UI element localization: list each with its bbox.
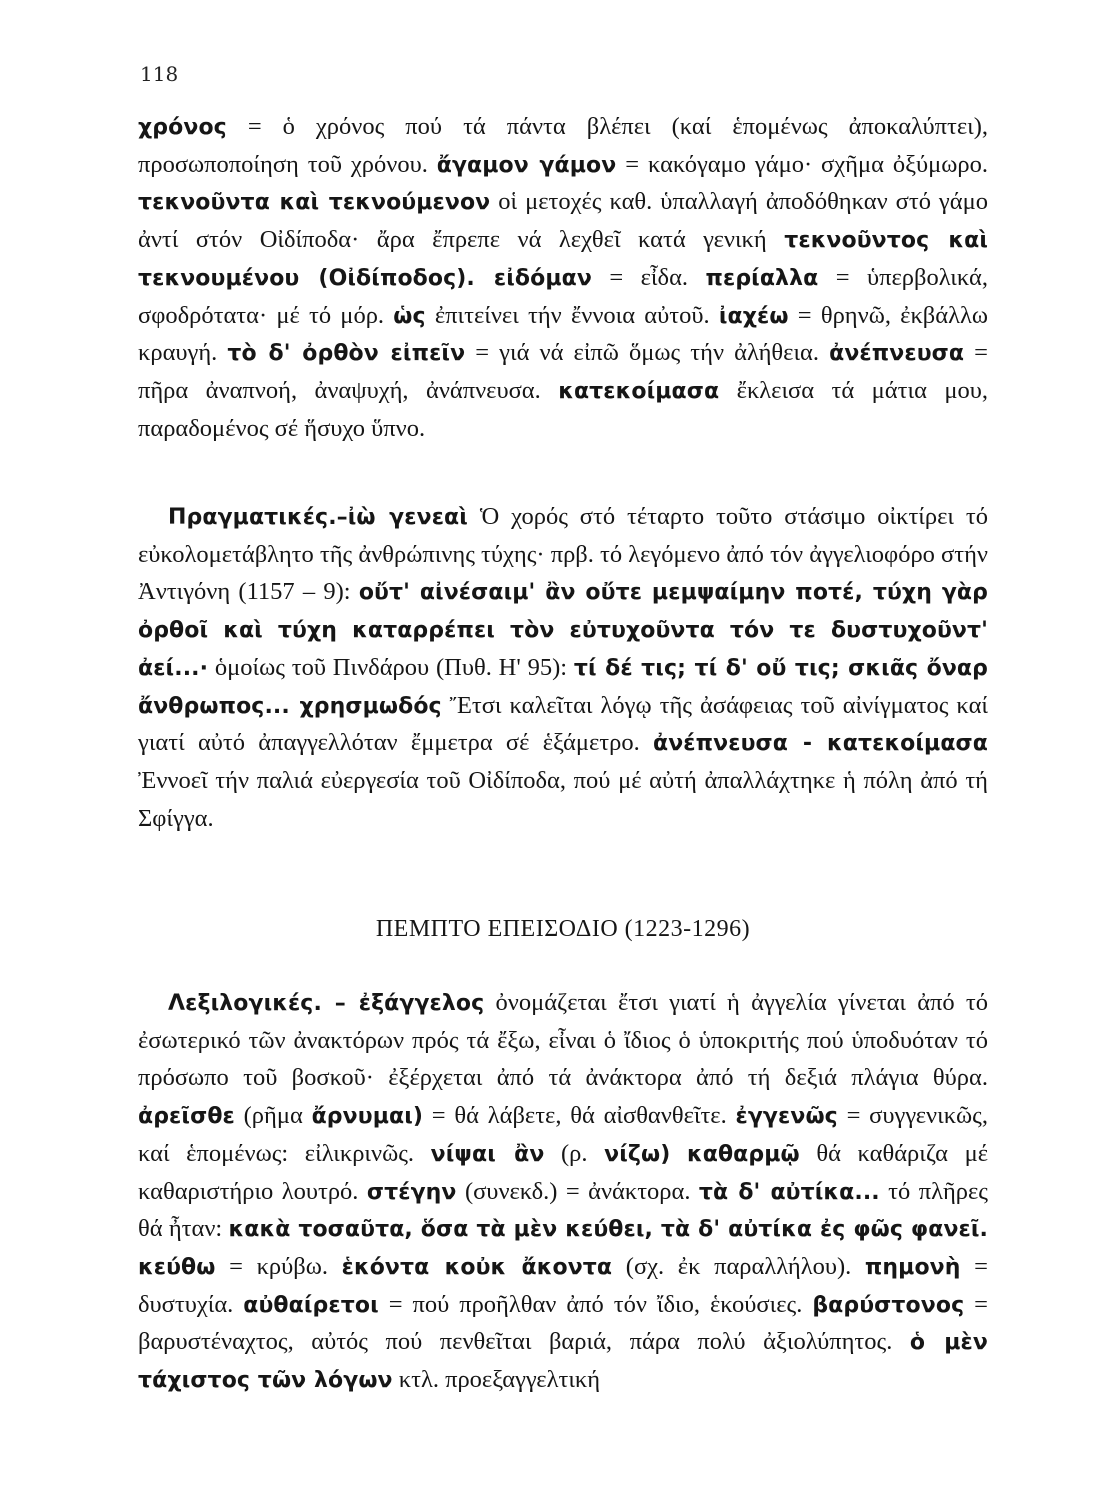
explanation-text: (σχ. ἐκ παραλλήλου). (612, 1253, 865, 1281)
headword: ἄρνυμαι) (311, 1104, 424, 1130)
explanation-text: = πού προῆλθαν ἀπό τόν ἴδιο, ἑκούσιες. (378, 1290, 813, 1318)
explanation-text: Ἐννοεῖ τήν παλιά εὐεργεσία τοῦ Οἰδίποδα, πού μέ αὐτή ἀπαλλάχτηκε ἡ πόλη ἀπό τή Σφίγγα. (138, 767, 988, 832)
headword: ἀνέπνευσα (829, 341, 965, 367)
headword: τεκνοῦντα καὶ τεκνούμενον (138, 190, 491, 216)
explanation-text: = γιά νά εἰπῶ ὅμως τήν ἀλήθεια. (465, 339, 830, 367)
headword: καθαρμῷ (687, 1141, 800, 1167)
headword: χρόνος (138, 115, 227, 140)
page-number: 118 (140, 62, 179, 86)
explanation-text: ὀνομάζεται ἔτσι γιατί ἡ ἀγγελία γίνεται ἀπό τό ἐσωτερικό τῶν ἀνακτόρων πρός τά ἔξω, εἶναι ὁ ἴδιος ὁ ὑποκριτής πού ὑποδυόταν τό πρόσωπο τοῦ βοσκοῦ· ἐξέρχεται ἀπό τά ἀνάκτορα ἀπό τή δεξιά πλάγια θύρα. (138, 989, 988, 1092)
explanation-text: ἔκλεισα τά μάτια μου, παραδομένος σέ ἥσυχο ὕπνο. (138, 377, 988, 442)
vocabulary-paragraph (138, 984, 988, 1399)
headword: ἄγαμον γάμον (436, 152, 617, 178)
explanation-text: = κρύβω. (215, 1253, 342, 1281)
commentary-paragraph (138, 498, 988, 837)
explanation-text: = κακόγαμο γάμο· σχῆμα ὀξύμωρο. (616, 150, 988, 178)
explanation-text: ὁμοίως τοῦ Πινδάρου (Πυθ. Η' 95): (208, 653, 574, 681)
explanation-text: Ὁ χορός στό τέταρτο τοῦτο στάσιμο οἰκτίρει τό εὐκολομετάβλητο τῆς ἀνθρώπινης τύχης· πρβ. τό λεγόμενο ἀπό τόν ἀγγελιοφόρο στήν Ἀντιγόνη (1157 – 9): (138, 503, 988, 606)
headword: Πραγματικές.–ἰὼ γενεαὶ (168, 505, 468, 530)
headword: ἐγγενῶς (735, 1104, 838, 1130)
explanation-text: = ὁ χρόνος πού τά πάντα βλέπει (καί ἑπομένως ἀποκαλύπτει), προσωποποίηση τοῦ χρόνου. (138, 113, 988, 178)
headword: ὡς (393, 303, 426, 329)
headword: αὐθαίρετοι (243, 1292, 379, 1318)
headword: ἀνέπνευσα - κατεκοίμασα (652, 731, 989, 757)
headword: πημονὴ (864, 1255, 961, 1281)
explanation-text: = πῆρα ἀναπνοή, ἀναψυχή, ἀνάπνευσα. (138, 339, 988, 405)
explanation-text: κτλ. προεξαγγελτική (392, 1366, 601, 1394)
headword: τὰ δ' αὐτίκα... (698, 1179, 880, 1205)
explanation-text: = ὑπερβολικά, σφοδρότατα· μέ τό μόρ. (138, 263, 988, 329)
headword: τὸ δ' ὀρθὸν εἰπεῖν (227, 341, 466, 367)
explanation-text: = βαρυστέναχτος, αὐτός πού πενθεῖται βαριά, πάρα πολύ ἀξιολύπητος. (138, 1290, 988, 1356)
headword: νίψαι ἂν (430, 1141, 545, 1167)
headword: ἀρεῖσθε (138, 1104, 235, 1130)
explanation-text: = θά λάβετε, θά αἰσθανθεῖτε. (423, 1102, 736, 1130)
explanation-text (670, 1140, 687, 1167)
headword: νίζω) (604, 1141, 671, 1167)
explanation-text: Ἔτσι καλεῖται λόγῳ τῆς ἀσάφειας τοῦ αἰνίγματος καί γιατί αὐτό ἀπαγγελλόταν ἔμμετρα σέ ἑξάμετρο. (138, 691, 988, 757)
section-title: ΠΕΜΠΤΟ ΕΠΕΙΣΟΔΙΟ (1223-1296) (375, 916, 751, 942)
explanation-text: οἱ μετοχές καθ. ὑπαλλαγή ἀποδόθηκαν στό γάμο ἀντί στόν Οἰδίποδα· ἄρα ἔπρεπε νά λεχθεῖ κατά γενική (138, 188, 988, 254)
headword: ἰαχέω (718, 303, 789, 329)
headword: τεκνοῦντος καὶ τεκνουμένου (Οἰδίποδος). εἰδόμαν (138, 228, 988, 291)
headword: Λεξιλογικές. – ἐξάγγελος (168, 991, 485, 1016)
explanation-text: (ρῆμα (234, 1102, 312, 1130)
headword: ὁ μὲν τάχιστος τῶν λόγων (138, 1330, 988, 1394)
headword: οὔτ' αἰνέσαιμ' ἂν οὔτε μεμψαίμην ποτέ, τύχη γὰρ ὀρθοῖ καὶ τύχη καταρρέπει τὸν εὐτυχοῦντα τόν τε δυστυχοῦντ' ἀεί...· (138, 580, 988, 681)
explanation-text: (ρ. (544, 1139, 605, 1167)
headword: τί δέ τις; τί δ' οὔ τις; σκιᾶς ὄναρ ἄνθρωπος... χρησμωδός (138, 655, 988, 719)
explanation-text: = δυστυχία. (138, 1253, 988, 1318)
explanation-text: θά καθάριζα μέ καθαριστήριο λουτρό. (138, 1139, 988, 1205)
headword: κατεκοίμασα (558, 379, 720, 405)
explanation-text: = θρηνῶ, ἐκβάλλω κραυγή. (138, 301, 988, 367)
headword: κακὰ τοσαῦτα, ὅσα τὰ μὲν κεύθει, τὰ δ' αὐτίκα ἐς φῶς φανεῖ. κεύθω (138, 1217, 989, 1281)
headword: βαρύστονος (812, 1292, 965, 1318)
explanation-text: ἐπιτείνει τήν ἔννοια αὐτοῦ. (425, 301, 719, 329)
explanation-text: = εἶδα. (591, 263, 706, 291)
glossary-paragraph (138, 108, 988, 447)
headword: στέγην (366, 1179, 457, 1205)
headword: περίαλλα (705, 265, 819, 291)
explanation-text: (συνεκδ.) = ἀνάκτορα. (456, 1177, 699, 1205)
explanation-text: τό πλῆρες θά ἦταν: (138, 1177, 988, 1243)
explanation-text: = συγγενικῶς, καί ἑπομένως: εἰλικρινῶς. (138, 1102, 988, 1167)
headword: ἑκόντα κοὐκ ἄκοντα (341, 1255, 613, 1281)
